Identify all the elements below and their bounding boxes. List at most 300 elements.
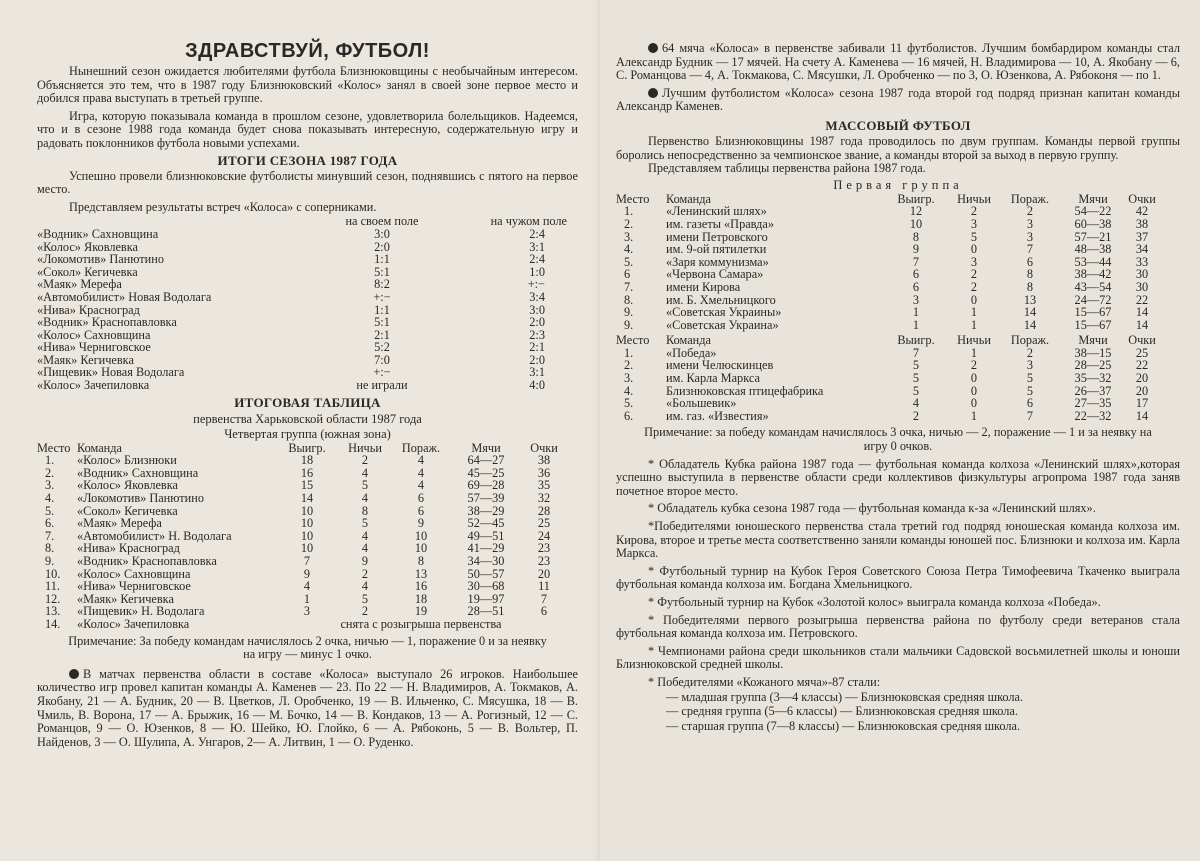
group2-cell-wins: 5 <box>912 358 920 373</box>
group2-cell-draws: 1 <box>970 408 978 423</box>
final-table-cell-losses: 6 <box>417 491 425 506</box>
group1-cell-place: 9. <box>624 317 634 332</box>
result-team: «Нива» Красноград <box>37 302 140 317</box>
group1-cell-points: 42 <box>1135 204 1149 219</box>
final-table-cell-draws: 2 <box>361 604 369 619</box>
final-table-cell-team: «Пищевик» Н. Водолага <box>77 604 205 619</box>
group1-cell-place: 3. <box>624 229 634 244</box>
group1-cell-goals: 48—38 <box>1074 242 1112 257</box>
final-table-cell-points: 24 <box>537 528 551 543</box>
final-table-cell-goals: 64—27 <box>467 453 505 468</box>
group1-body <box>616 205 1156 331</box>
final-table-cell-draws: 4 <box>361 465 369 480</box>
results-row <box>37 291 567 304</box>
result-team: «Колос» Яковлевка <box>37 239 138 254</box>
result-home: +:− <box>373 289 391 304</box>
group2-cell-points: 17 <box>1135 396 1149 411</box>
group2-col-losses: Пораж. <box>1010 333 1050 348</box>
final-table-cell-place: 13. <box>45 604 61 619</box>
final-table-subheading: первенства Харьковской области 1987 года <box>193 411 422 426</box>
group2-cell-goals: 26—37 <box>1074 383 1112 398</box>
final-table-col-goals: Мячи <box>471 440 501 455</box>
group1-cell-draws: 0 <box>970 292 978 307</box>
fact-paragraph: * Футбольный турнир на Кубок «Золотой колос» выиграла команда колхоза «Победа». <box>648 594 1101 609</box>
withdrawn-note: снята с розыгрыша первенства <box>340 616 502 631</box>
result-team: «Пищевик» Новая Водолага <box>37 365 185 380</box>
final-table-cell-goals: 50—57 <box>467 566 505 581</box>
fact-paragraph: * Обладатель кубка сезона 1987 года — футбольная команда к-за «Ленинский шлях». <box>648 501 1096 516</box>
group2-cell-team: им. газ. «Известия» <box>666 408 769 423</box>
final-table-cell-points: 11 <box>538 579 550 594</box>
final-table-note: Примечание: За победу командам начислялось 2 очка, ничью — 1, поражение 0 и за неявку на игру — минус 1 очко. <box>68 633 547 662</box>
final-table-cell-goals: 41—29 <box>467 541 505 556</box>
group1-cell-draws: 1 <box>970 305 978 320</box>
group1-cell-points: 30 <box>1135 279 1149 294</box>
final-table-cell-team: «Колос» Яковлевка <box>77 478 178 493</box>
group1-cell-draws: 5 <box>970 229 978 244</box>
best-player-text: Лучшим футболистом «Колоса» сезона 1987 года второй год подряд признан капитан команды Александр Каменев. <box>616 85 1180 114</box>
group1-cell-losses: 3 <box>1026 216 1034 231</box>
result-home: 3:0 <box>374 226 390 241</box>
fact-paragraph: *Победителями юношеского первенства стала третий год подряд юношеская команда колхоза им. Кирова, второе и третье места соответственно заняли команды юношей пос. Близнюки и колхоза им. Карла Маркса. <box>616 519 1180 561</box>
group2-cell-wins: 2 <box>912 408 920 423</box>
final-table-cell-points: 6 <box>540 604 548 619</box>
group1-cell-draws: 0 <box>970 242 978 257</box>
group2-row <box>616 372 1156 385</box>
result-home: 5:2 <box>374 340 390 355</box>
group2-cell-points: 25 <box>1135 345 1149 360</box>
group2-cell-place: 5. <box>624 396 634 411</box>
final-table-cell-team: «Автомобилист» Н. Водолага <box>77 528 232 543</box>
result-team: «Колос» Зачепиловка <box>37 378 150 393</box>
final-table-cell-place: 4. <box>45 491 55 506</box>
group1-cell-losses: 6 <box>1026 254 1034 269</box>
final-table-cell-draws: 4 <box>361 528 369 543</box>
group2-cell-goals: 35—32 <box>1074 371 1112 386</box>
group2-cell-losses: 2 <box>1026 345 1034 360</box>
result-away: 4:0 <box>529 378 545 393</box>
group1-col-draws: Ничьи <box>957 191 991 206</box>
group2-col-place: Место <box>616 333 650 348</box>
final-table-cell-goals: 57—39 <box>467 491 505 506</box>
group2-cell-goals: 22—32 <box>1074 408 1112 423</box>
intro-paragraph-1: Нынешний сезон ожидается любителями футбола Близнюковщины с необычайным интересом. Объясняется это тем, что в 1987 году Близнюковский «Колос» занял в своей зоне первое место и добился права выступать в третьей группе. <box>37 64 578 106</box>
final-table-cell-place: 5. <box>45 503 55 518</box>
group2-cell-goals: 27—35 <box>1074 396 1112 411</box>
season-heading: ИТОГИ СЕЗОНА 1987 ГОДА <box>217 152 398 168</box>
final-table-cell-team: «Нива» Красноград <box>77 541 180 556</box>
final-table-cell-losses: 18 <box>414 591 428 606</box>
players-text: В матчах первенства области в составе «Колоса» выступало 26 игроков. Наибольшее количество игр провел капитан команды А. Каменев — 23. По 22 — Н. Владимиров, А. Токмаков, А. Якобану, 21 — А. Будник, 20 — В. Цветков, Л. Оробченко, 19 — В. Ильченко, С. Мясушка, 18 — В. Чмиль, В. Ворона, 17 — А. Брыжик, 16 — М. Бочко, 14 — В. Кондаков, 13 — А. Рогизный, 12 — С. Романцов, 9 — О. Юзенков, 8 — Ю. Шейко, Ю. Глойко, 6 — А. Рябоконь, 5 — В. Вольтер, П. Найденов, 3 — О. Шулипа, А. Унгаров, 2— А. Литвин, 1 — О. Руденко. <box>37 666 578 749</box>
group2-cell-losses: 6 <box>1026 396 1034 411</box>
final-table-cell-team: «Колос» Сахновщина <box>77 566 191 581</box>
final-table-withdrawn-row <box>37 618 565 631</box>
final-standings-table <box>37 442 565 631</box>
group1-cell-wins: 9 <box>912 242 920 257</box>
final-table-cell-goals: 34—30 <box>467 554 505 568</box>
group1-cell-team: имени Кирова <box>666 279 741 294</box>
result-team: «Маяк» Кегичевка <box>37 352 134 367</box>
final-table-cell-team: «Локомотив» Панютино <box>77 491 204 506</box>
group2-cell-losses: 7 <box>1026 408 1034 423</box>
group1-cell-place: 7. <box>624 279 634 294</box>
group1-cell-goals: 15—67 <box>1074 305 1112 320</box>
group1-cell-goals: 38—42 <box>1074 267 1112 282</box>
result-home: 1:1 <box>374 302 390 317</box>
final-table-cell-wins: 10 <box>300 541 314 556</box>
final-table-cell-team: «Колос» Близнюки <box>77 453 177 468</box>
group2-cell-place: 2. <box>624 358 634 373</box>
group1-cell-points: 37 <box>1135 229 1149 244</box>
final-table-cell-wins: 3 <box>303 604 311 619</box>
result-team: «Автомобилист» Новая Водолага <box>37 289 212 304</box>
group2-cell-team: «Победа» <box>666 345 717 360</box>
result-home: 8:2 <box>374 277 390 292</box>
group2-col-points: Очки <box>1128 333 1156 348</box>
group1-cell-team: им. газеты «Правда» <box>666 216 775 231</box>
group1-heading: Первая группа <box>833 177 963 192</box>
group1-cell-place: 8. <box>624 292 634 307</box>
final-table-cell-losses: 4 <box>417 478 425 493</box>
group2-cell-wins: 7 <box>912 345 920 360</box>
group1-cell-place: 4. <box>624 242 634 257</box>
group2-cell-wins: 5 <box>912 383 920 398</box>
result-home: 1:1 <box>374 252 390 267</box>
final-table-cell-goals: 19—97 <box>467 591 505 606</box>
result-home: +:− <box>373 365 391 380</box>
final-table-cell-goals: 45—25 <box>467 465 505 480</box>
result-team: «Водник» Краснопавловка <box>37 315 177 330</box>
mass-paragraph-2: Представляем таблицы первенства района 1987 года. <box>648 161 926 176</box>
final-table-cell-draws: 4 <box>361 491 369 506</box>
group2-cell-place: 6. <box>624 408 634 423</box>
final-table-cell-wins: 15 <box>300 478 314 493</box>
final-table-cell-losses: 6 <box>417 503 425 518</box>
group1-cell-losses: 8 <box>1026 267 1034 282</box>
group1-cell-draws: 2 <box>970 204 978 219</box>
season-paragraph-2: Представляем результаты встреч «Колоса» с соперниками. <box>69 199 377 214</box>
group2-cell-place: 4. <box>624 383 634 398</box>
final-table-cell-losses: 8 <box>417 554 425 568</box>
final-table-cell-wins: 14 <box>300 491 314 506</box>
group2-cell-goals: 38—15 <box>1074 345 1112 360</box>
final-table-cell-wins: 16 <box>300 465 314 480</box>
final-table-cell-losses: 16 <box>414 579 428 594</box>
final-table-cell-goals: 30—68 <box>467 579 505 594</box>
group1-cell-losses: 8 <box>1026 279 1034 294</box>
final-table-row <box>37 555 565 568</box>
intro-paragraph-2: Игра, которую показывала команда в прошлом сезоне, удовлетворила болельщиков. Надеемся, что и в сезоне 1988 года команда будет снова показывать интересную, содержательную игру и радовать поклонников футбола новыми успехами. <box>37 108 578 150</box>
group2-col-team: Команда <box>666 333 711 348</box>
results-table <box>37 215 567 391</box>
final-table-cell-draws: 9 <box>361 554 369 568</box>
final-table-row <box>37 580 565 593</box>
group2-cell-losses: 5 <box>1026 371 1034 386</box>
group2-cell-points: 20 <box>1135 371 1149 386</box>
leather-ball-item: — младшая группа (3—4 классы) — Близнюковская средняя школа. <box>666 689 1024 704</box>
result-away: 2:0 <box>529 352 545 367</box>
results-row <box>37 316 567 329</box>
final-table-cell-team: «Нива» Черниговское <box>77 579 191 594</box>
result-home: 5:1 <box>374 315 390 330</box>
group2-cell-team: им. Карла Маркса <box>666 371 760 386</box>
group1-cell-points: 22 <box>1135 292 1149 307</box>
group2-standings-table <box>616 334 1156 422</box>
group1-cell-losses: 3 <box>1026 229 1034 244</box>
final-table-col-wins: Выигр. <box>288 440 326 455</box>
final-table-col-place: Место <box>37 440 71 455</box>
result-home: 5:1 <box>374 264 390 279</box>
result-away: 3:1 <box>529 239 545 254</box>
fact-paragraph: * Чемпионами района среди школьников стали мальчики Садовской восьмилетней школы и юноши Близнюковской средней школы. <box>616 643 1180 672</box>
result-away: 2:3 <box>529 327 545 342</box>
result-team: «Нива» Черниговское <box>37 340 151 355</box>
group1-cell-draws: 1 <box>970 317 978 332</box>
group2-cell-wins: 4 <box>912 396 920 411</box>
group1-cell-draws: 3 <box>970 254 978 269</box>
group1-row <box>616 281 1156 294</box>
final-table-cell-place: 11. <box>45 579 60 594</box>
final-table-cell-draws: 8 <box>361 503 369 518</box>
final-table-cell-goals: 52—45 <box>467 516 505 531</box>
final-table-cell-draws: 5 <box>361 516 369 531</box>
group2-cell-place: 1. <box>624 345 634 360</box>
group2-cell-points: 22 <box>1135 358 1149 373</box>
final-table-cell-place: 10. <box>45 566 61 581</box>
facts-list <box>616 458 1180 672</box>
final-table-cell-points: 20 <box>537 566 551 581</box>
final-table-cell-points: 35 <box>537 478 551 493</box>
group2-row <box>616 410 1156 423</box>
final-table-cell-team: «Сокол» Кегичевка <box>77 503 178 518</box>
group1-cell-team: «Советская Украина» <box>666 317 779 332</box>
final-table-cell-wins: 18 <box>300 453 314 468</box>
group1-cell-wins: 7 <box>912 254 920 269</box>
group1-cell-losses: 14 <box>1023 305 1037 320</box>
final-table-cell-place: 3. <box>45 478 55 493</box>
group2-cell-losses: 3 <box>1026 358 1034 373</box>
fact-paragraph: * Футбольный турнир на Кубок Героя Советского Союза Петра Тимофеевича Ткаченко выиграла футбольная команда колхоза им. Богдана Хмельницкого. <box>616 563 1180 592</box>
group1-col-points: Очки <box>1128 191 1156 206</box>
final-table-cell-points: 32 <box>537 491 551 506</box>
final-table-cell-draws: 2 <box>361 453 369 468</box>
final-table-cell-goals: 28—51 <box>467 604 505 619</box>
group2-cell-points: 14 <box>1135 408 1149 423</box>
group1-col-wins: Выигр. <box>897 191 935 206</box>
final-table-cell-team: «Маяк» Мерефа <box>77 516 162 531</box>
result-home: не играли <box>356 378 408 393</box>
group1-cell-goals: 57—21 <box>1074 229 1112 244</box>
result-away: 2:4 <box>529 252 545 267</box>
result-team: «Локомотив» Панютино <box>37 252 164 267</box>
bullet-icon <box>69 669 79 679</box>
group2-cell-points: 20 <box>1135 383 1149 398</box>
group2-cell-team: Близнюковская птицефабрика <box>666 383 824 398</box>
group1-cell-draws: 2 <box>970 267 978 282</box>
group2-cell-place: 3. <box>624 371 634 386</box>
group1-cell-place: 6 <box>624 267 631 282</box>
group1-cell-team: им. Б. Хмельницкого <box>666 292 776 307</box>
final-table-cell-team: «Водник» Краснопавловка <box>77 554 217 568</box>
final-table-cell-points: 28 <box>537 503 551 518</box>
group2-cell-goals: 28—25 <box>1074 358 1112 373</box>
final-table-cell-draws: 4 <box>361 541 369 556</box>
group1-cell-losses: 13 <box>1023 292 1037 307</box>
final-table-row <box>37 517 565 530</box>
final-table-cell-wins: 10 <box>300 516 314 531</box>
final-table-col-team: Команда <box>77 440 122 455</box>
final-table-cell-team: «Водник» Сахновщина <box>77 465 199 480</box>
final-table-row <box>37 492 565 505</box>
final-table-cell-wins: 9 <box>303 566 311 581</box>
bullet-icon <box>648 88 658 98</box>
group1-cell-points: 14 <box>1135 305 1149 320</box>
group1-cell-draws: 2 <box>970 279 978 294</box>
fact-paragraph: * Победителями первого розыгрыша первенства района по футболу среди ветеранов стала футбольная команда колхоза им. Петровского. <box>616 612 1180 641</box>
results-body <box>37 228 567 392</box>
group1-row <box>616 319 1156 332</box>
final-table-cell-losses: 10 <box>414 541 428 556</box>
final-table-col-points: Очки <box>530 440 558 455</box>
scorers-text: 64 мяча «Колоса» в первенстве забивали 11 футболистов. Лучшим бомбардиром команды стал Александр Будник — 17 мячей. На счету А. Каменева — 16 мячей, Н. Владимирова — 10, А. Якобану — 6, С. Романцова — 4, А. Токмакова, С. Мясушки, Л. Оробченко — по 3, О. Юзенкова, А. Рябоконя — по 1. <box>616 41 1180 83</box>
result-team: «Колос» Сахновщина <box>37 327 151 342</box>
result-away: +:− <box>527 277 545 292</box>
group1-cell-draws: 3 <box>970 216 978 231</box>
result-home: 7:0 <box>374 352 390 367</box>
final-table-cell-draws: 5 <box>361 591 369 606</box>
final-table-cell-points: 7 <box>540 591 548 606</box>
results-row <box>37 228 567 241</box>
players-paragraph <box>37 668 578 750</box>
group1-cell-goals: 24—72 <box>1074 292 1112 307</box>
group1-col-team: Команда <box>666 191 711 206</box>
group1-cell-team: имени Петровского <box>666 229 768 244</box>
result-away: 2:1 <box>529 340 545 355</box>
group2-note: Примечание: за победу командам начислялось 3 очка, ничью — 2, поражение — 1 и за неявку на игру 0 очков. <box>644 425 1152 454</box>
final-table-cell-draws: 5 <box>361 478 369 493</box>
final-table-cell-points: 25 <box>537 516 551 531</box>
result-home: 2:0 <box>374 239 390 254</box>
group1-cell-goals: 53—44 <box>1074 254 1112 269</box>
result-away: 3:4 <box>529 289 545 304</box>
group1-cell-wins: 10 <box>909 216 923 231</box>
final-table-cell-losses: 4 <box>417 453 425 468</box>
final-table-cell-place: 14. <box>45 616 61 631</box>
group1-cell-place: 5. <box>624 254 634 269</box>
leather-ball-item: — средняя группа (5—6 классы) — Близнюковская средняя школа. <box>666 704 1018 719</box>
final-table-col-draws: Ничьи <box>348 440 382 455</box>
group1-cell-wins: 1 <box>912 317 920 332</box>
result-away: 3:1 <box>529 365 545 380</box>
group1-col-losses: Пораж. <box>1010 191 1050 206</box>
group1-cell-team: «Ленинский шлях» <box>666 204 767 219</box>
group2-cell-draws: 0 <box>970 383 978 398</box>
final-table-cell-draws: 2 <box>361 566 369 581</box>
group1-row <box>616 243 1156 256</box>
result-team: «Сокол» Кегичевка <box>37 264 138 279</box>
group2-row <box>616 397 1156 410</box>
result-team: «Маяк» Мерефа <box>37 277 122 292</box>
final-table-cell-goals: 49—51 <box>467 528 505 543</box>
final-table-cell-place: 9. <box>45 554 55 568</box>
result-away: 2:4 <box>529 226 545 241</box>
group1-cell-points: 34 <box>1135 242 1149 257</box>
fact-paragraph: * Обладатель Кубка района 1987 года — футбольная команда колхоза «Ленинский шлях»,которая успешно выступила в первенстве области среди коллективов физкультуры агропрома 1987 года заняв почетное второе место. <box>616 456 1180 498</box>
final-table-cell-wins: 7 <box>303 554 311 568</box>
group2-cell-team: «Большевик» <box>666 396 737 411</box>
results-row <box>37 379 567 392</box>
final-table-cell-team: «Маяк» Кегичевка <box>77 591 174 606</box>
group1-cell-team: «Червона Самара» <box>666 267 764 282</box>
group1-cell-points: 33 <box>1135 254 1149 269</box>
group2-cell-draws: 1 <box>970 345 978 360</box>
result-away: 2:0 <box>529 315 545 330</box>
result-home: 2:1 <box>374 327 390 342</box>
results-row <box>37 253 567 266</box>
final-table-cell-goals: 69—28 <box>467 478 505 493</box>
group1-cell-wins: 8 <box>912 229 920 244</box>
group1-cell-place: 1. <box>624 204 634 219</box>
group1-col-goals: Мячи <box>1078 191 1108 206</box>
final-table-cell-place: 6. <box>45 516 55 531</box>
final-table-cell-team: «Колос» Зачепиловка <box>77 616 190 631</box>
page-title: ЗДРАВСТВУЙ, ФУТБОЛ! <box>185 40 430 62</box>
group1-row <box>616 306 1156 319</box>
group2-cell-draws: 0 <box>970 396 978 411</box>
group2-cell-losses: 5 <box>1026 383 1034 398</box>
best-player-paragraph <box>616 87 1180 114</box>
leather-ball-item: — старшая группа (7—8 классы) — Близнюковская средняя школа. <box>666 718 1021 733</box>
results-row <box>37 341 567 354</box>
group2-cell-team: имени Челюскинцев <box>666 358 774 373</box>
final-table-cell-losses: 9 <box>417 516 425 531</box>
results-header-home: на своем поле <box>345 214 419 229</box>
group1-cell-losses: 14 <box>1023 317 1037 332</box>
final-table-heading: ИТОГОВАЯ ТАБЛИЦА <box>234 394 381 410</box>
final-table-cell-place: 8. <box>45 541 55 556</box>
group1-cell-points: 38 <box>1135 216 1149 231</box>
final-table-cell-points: 23 <box>537 541 551 556</box>
group1-cell-wins: 6 <box>912 279 920 294</box>
final-table-cell-wins: 10 <box>300 503 314 518</box>
final-table-cell-wins: 10 <box>300 528 314 543</box>
final-table-body <box>37 454 565 630</box>
mass-football-heading: МАССОВЫЙ ФУТБОЛ <box>825 117 971 133</box>
results-header-away: на чужом поле <box>490 214 567 229</box>
group2-cell-draws: 0 <box>970 371 978 386</box>
group1-cell-goals: 43—54 <box>1074 279 1112 294</box>
group1-cell-goals: 15—67 <box>1074 317 1112 332</box>
group1-cell-points: 30 <box>1135 267 1149 282</box>
final-table-col-losses: Пораж. <box>401 440 441 455</box>
final-table-row <box>37 454 565 467</box>
group2-col-draws: Ничьи <box>957 333 991 348</box>
group2-header-row <box>616 334 1156 347</box>
final-table-cell-wins: 4 <box>303 579 311 594</box>
group1-col-place: Место <box>616 191 650 206</box>
final-table-cell-points: 38 <box>537 453 551 468</box>
group1-cell-wins: 12 <box>909 204 923 219</box>
group2-col-wins: Выигр. <box>897 333 935 348</box>
group2-cell-wins: 5 <box>912 371 920 386</box>
scorers-paragraph <box>616 42 1180 83</box>
final-table-cell-wins: 1 <box>303 591 311 606</box>
final-table-cell-goals: 38—29 <box>467 503 505 518</box>
group1-cell-losses: 7 <box>1026 242 1034 257</box>
group1-cell-losses: 2 <box>1026 204 1034 219</box>
final-table-cell-place: 12. <box>45 591 61 606</box>
group1-standings-table <box>616 193 1156 332</box>
